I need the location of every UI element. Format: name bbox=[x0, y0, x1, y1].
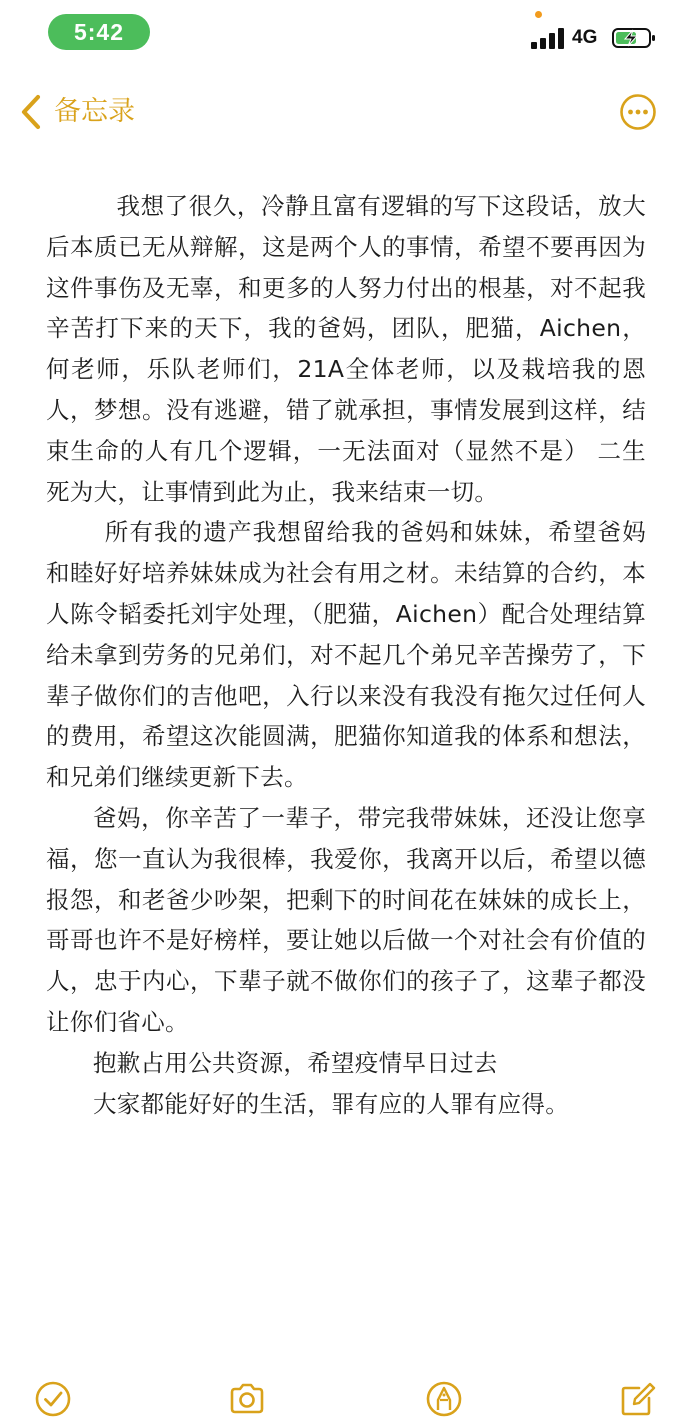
note-paragraph-1: 我想了很久，冷静且富有逻辑的写下这段话，放大后本质已无从辩解，这是两个人的事情，希望不要再因为这件事伤及无辜，和更多的人努力付出的根基，对不起我辛苦打下来的天下，我的爸妈，团队，肥猫，Aichen，何老师，乐队老师们，21A全体老师，以及栽培我的恩人，梦想。没有逃避，错了就承担，事情发展到这样，结束生命的人有几个逻辑，一无法面对（显然不是） 二生死为大，让事情到此为止，我来结束一切。 bbox=[46, 192, 646, 506]
compose-icon bbox=[619, 1380, 657, 1418]
note-content[interactable] bbox=[46, 186, 646, 1356]
chevron-left-icon bbox=[18, 94, 44, 130]
back-label: 备忘录 bbox=[54, 96, 135, 127]
privacy-indicator-dot bbox=[535, 11, 542, 18]
status-time: 5:42 bbox=[48, 14, 150, 50]
network-type: 4G bbox=[572, 27, 598, 48]
note-paragraph-4: 抱歉占用公共资源，希望疫情早日过去 bbox=[93, 1048, 498, 1077]
markup-pen-icon bbox=[425, 1380, 463, 1418]
note-paragraph-3: 爸妈，你辛苦了一辈子，带完我带妹妹，还没让您享福，您一直认为我很棒，我爱你，我离开以后，希望以德报怨，和老爸少吵架，把剩下的时间花在妹妹的成长上，哥哥也许不是好榜样，要让她以后做一个对社会有价值的人，忠于内心，下辈子就不做你们的孩子了，这辈子都没让你们省心。 bbox=[46, 803, 646, 1036]
note-paragraph-2: 所有我的遗产我想留给我的爸妈和妹妹，希望爸妈和睦好好培养妹妹成为社会有用之材。未结算的合约，本人陈令韬委托刘宇处理，（肥猫，Aichen）配合处理结算给未拿到劳务的兄弟们，对不起几个弟兄辛苦操劳了，下辈子做你们的吉他吧，入行以来没有我没有拖欠过任何人的费用，希望这次能圆满，肥猫你知道我的体系和想法，和兄弟们继续更新下去。 bbox=[46, 518, 646, 792]
checklist-button[interactable] bbox=[34, 1380, 72, 1418]
bottom-toolbar bbox=[0, 1378, 690, 1419]
checklist-icon bbox=[34, 1380, 72, 1418]
battery-charging-icon bbox=[612, 27, 656, 49]
note-paragraph-5: 大家都能好好的生活，罪有应的人罪有应得。 bbox=[93, 1089, 569, 1118]
compose-button[interactable] bbox=[619, 1380, 657, 1418]
camera-button[interactable] bbox=[228, 1380, 266, 1418]
back-button[interactable] bbox=[18, 90, 135, 134]
signal-bars-icon bbox=[531, 27, 565, 49]
status-bar bbox=[0, 0, 690, 70]
nav-bar bbox=[0, 82, 690, 142]
camera-icon bbox=[228, 1380, 266, 1418]
ellipsis-circle-icon[interactable] bbox=[619, 93, 657, 131]
markup-button[interactable] bbox=[425, 1380, 463, 1418]
